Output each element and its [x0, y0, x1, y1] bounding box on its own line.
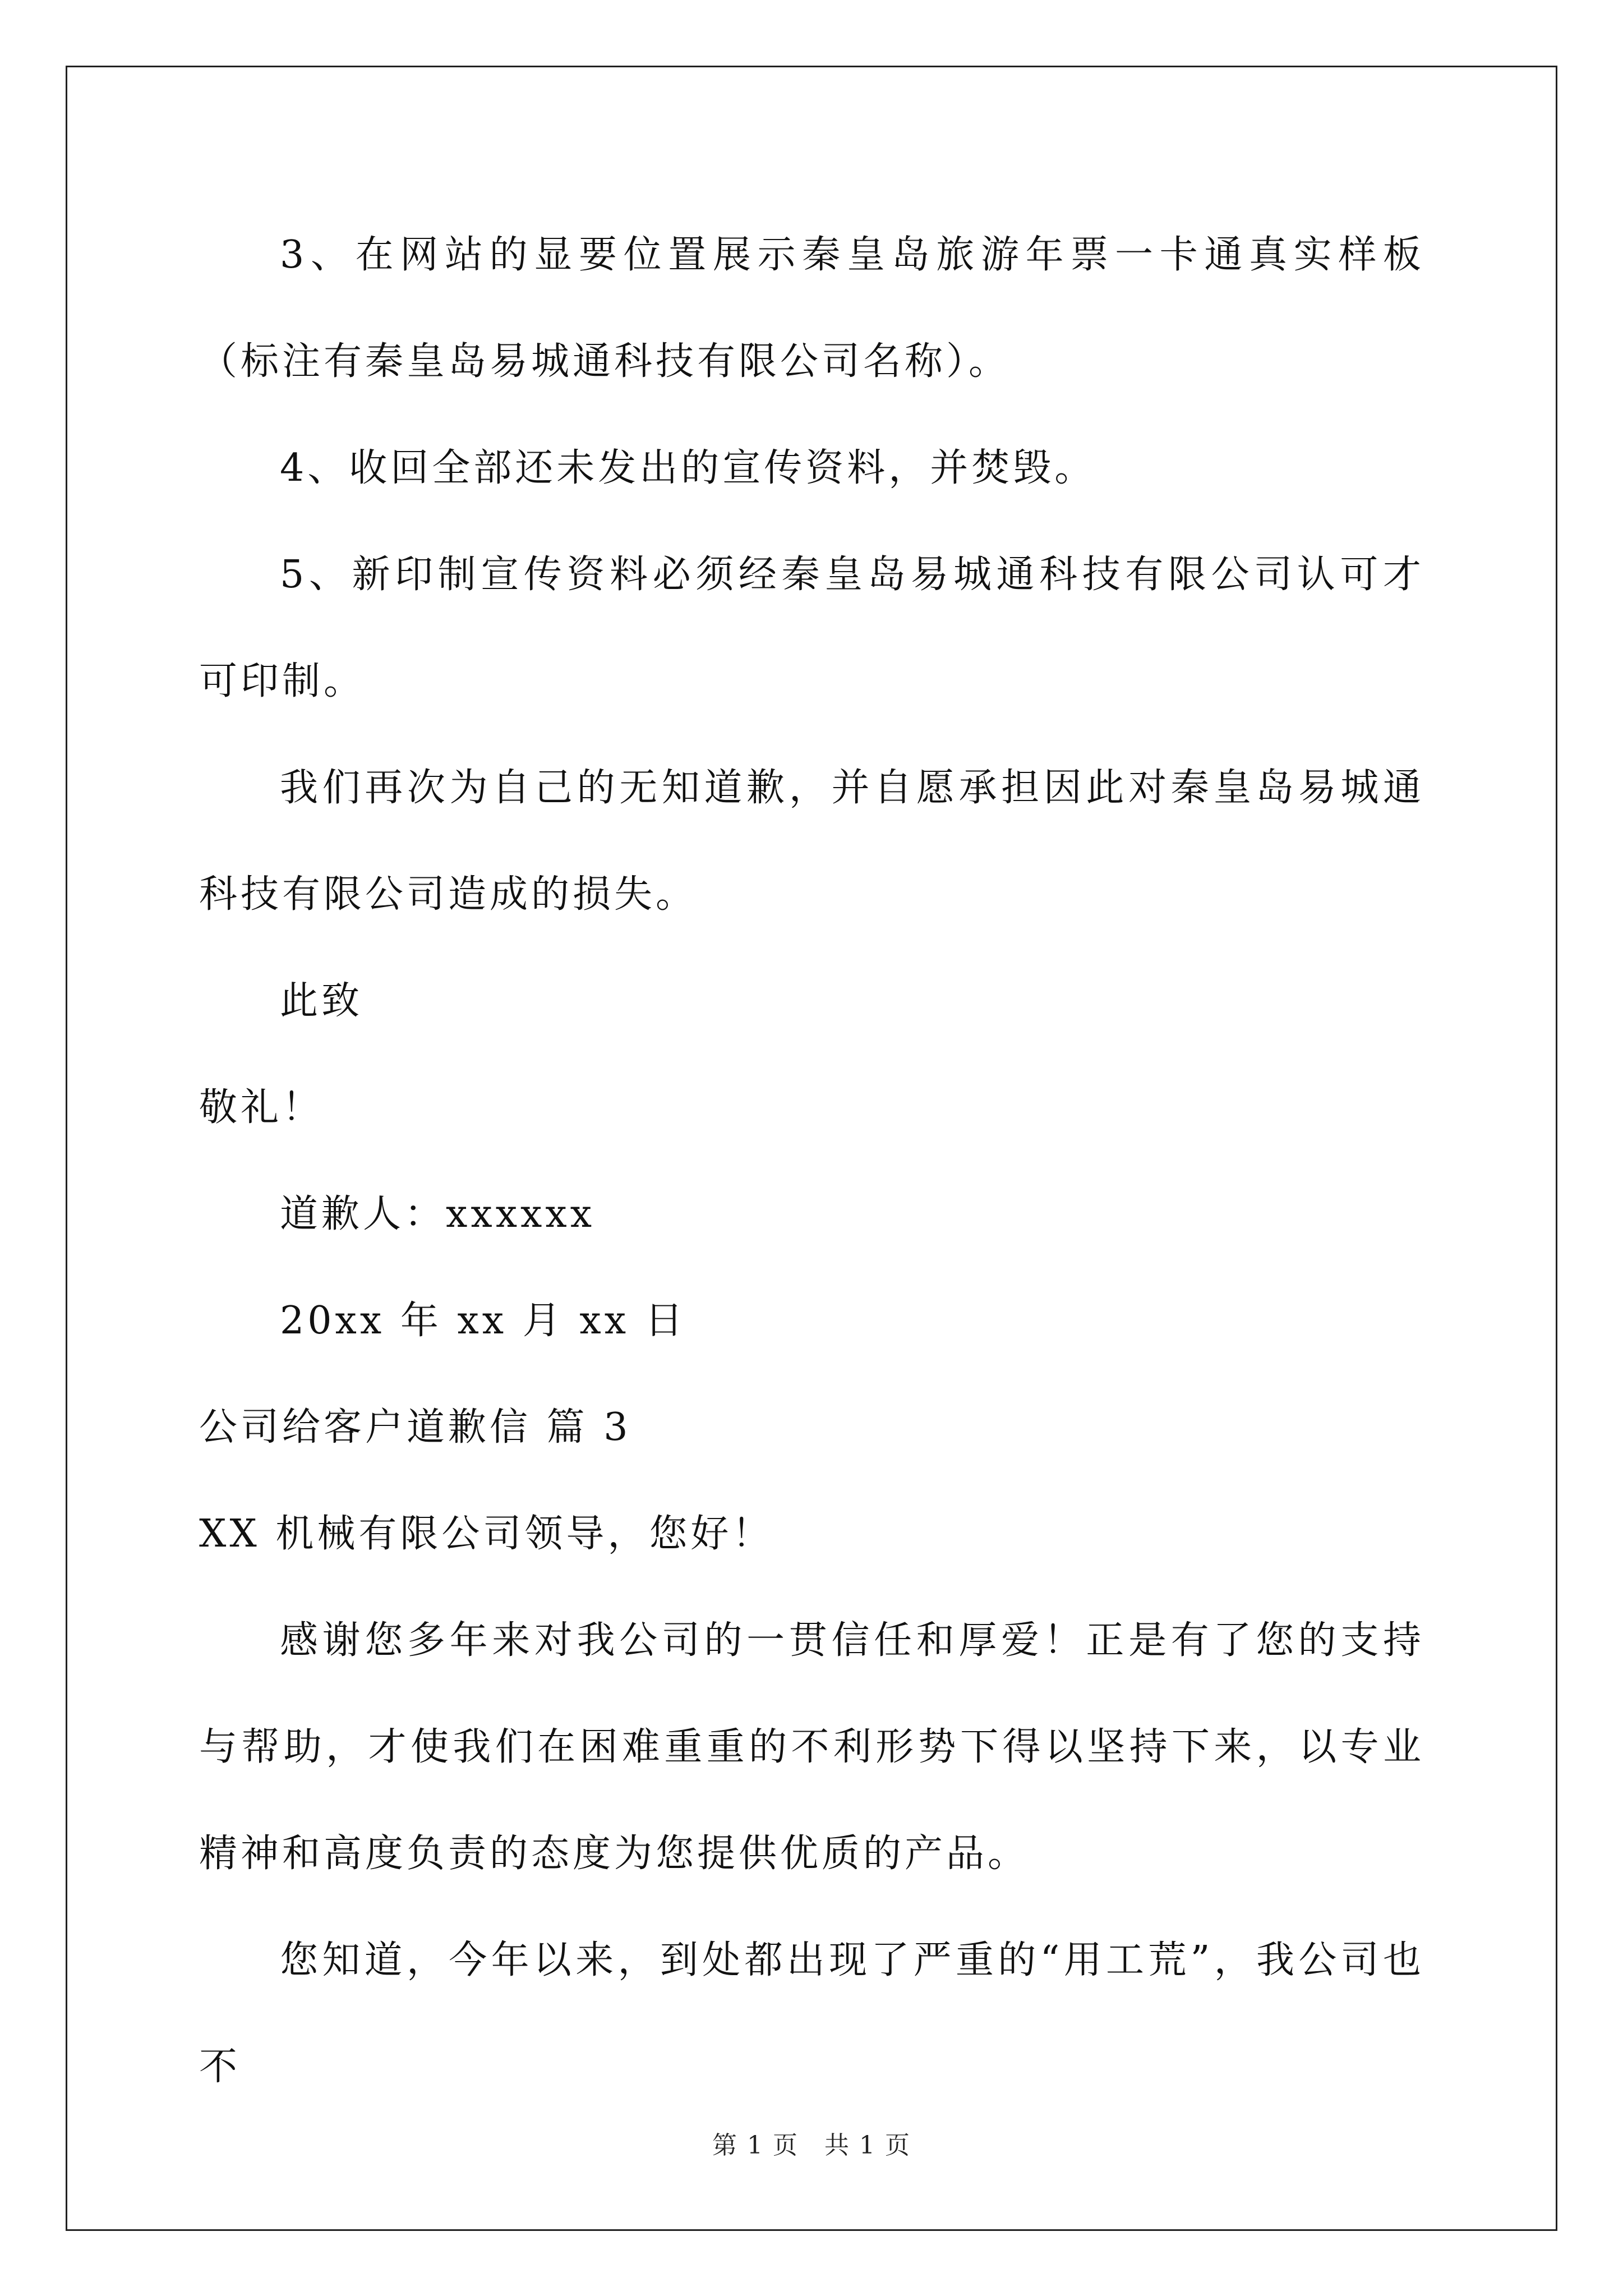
- paragraph-item-3: 3、在网站的显要位置展示秦皇岛旅游年票一卡通真实样板（标注有秦皇岛易城通科技有限公司名称）。: [199, 233, 1424, 384]
- page-number: 第 1 页 共 1 页: [712, 2131, 911, 2160]
- paragraph-labor-shortage: 您知道，今年以来，到处都出现了严重的“用工荒”，我公司也不: [199, 1938, 1424, 2089]
- date-line: 20xx 年 xx 月 xx 日: [280, 1299, 686, 1343]
- closing-salutation: 此致: [280, 979, 363, 1023]
- closing-regards: 敬礼！: [199, 1085, 324, 1130]
- paragraph-apology: 我们再次为自己的无知道歉，并自愿承担因此对秦皇岛易城通科技有限公司造成的损失。: [199, 766, 1424, 917]
- paragraph-thanks: 感谢您多年来对我公司的一贯信任和厚爱！正是有了您的支持与帮助，才使我们在困难重重的不利形势下得以坚持下来，以专业精神和高度负责的态度为您提供优质的产品。: [199, 1618, 1424, 1876]
- paragraph-item-5: 5、新印制宣传资料必须经秦皇岛易城通科技有限公司认可才可印制。: [199, 553, 1424, 703]
- document-body: [199, 202, 1424, 2120]
- paragraph-item-4: 4、收回全部还未发出的宣传资料，并焚毁。: [280, 446, 1096, 490]
- signature-line: 道歉人：xxxxxx: [280, 1192, 596, 1236]
- letter-greeting: XX 机械有限公司领导，您好！: [199, 1512, 774, 1556]
- section-heading: 公司给客户道歉信 篇 3: [199, 1405, 631, 1450]
